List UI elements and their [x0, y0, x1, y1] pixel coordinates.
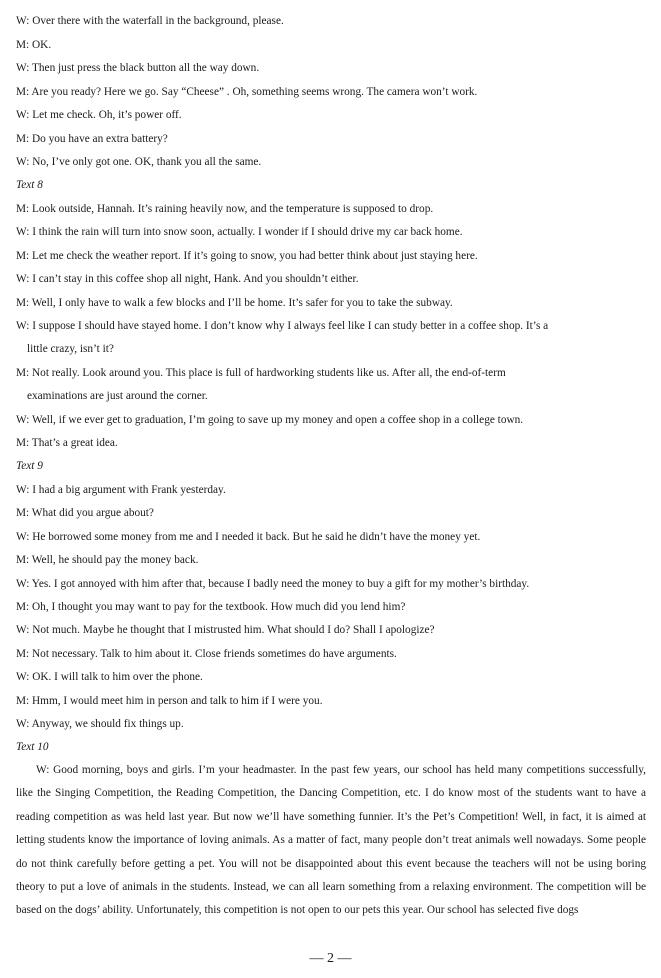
dialogue-line: W: I suppose I should have stayed home. I don’t know why I always feel like I can study better in a coffee shop. It’s a: [16, 320, 549, 332]
dialogue-line: W: Yes. I got annoyed with him after that, because I badly need the money to buy a gift for my mother’s birthday.: [16, 578, 530, 590]
dialogue-line: W: He borrowed some money from me and I needed it back. But he said he didn’t have the money yet.: [16, 531, 481, 543]
dialogue-line: W: I can’t stay in this coffee shop all night, Hank. And you shouldn’t either.: [16, 273, 359, 285]
dialogue-line-continued: examinations are just around the corner.: [27, 390, 208, 402]
dialogue-line: M: Are you ready? Here we go. Say “Cheese” . Oh, something seems wrong. The camera won’t work.: [16, 86, 478, 98]
dialogue-line: W: Then just press the black button all the way down.: [16, 62, 260, 74]
dialogue-line: W: I think the rain will turn into snow soon, actually. I wonder if I should drive my car back home.: [16, 226, 463, 238]
dialogue-line: M: Let me check the weather report. If it’s going to snow, you had better think about just staying here.: [16, 250, 478, 262]
dialogue-line: M: What did you argue about?: [16, 507, 154, 519]
section-heading-text-10: Text 10: [16, 741, 49, 753]
dialogue-line-continued: little crazy, isn’t it?: [27, 343, 114, 355]
page-number: — 2 —: [309, 951, 352, 966]
dialogue-line: W: I had a big argument with Frank yesterday.: [16, 484, 226, 496]
dialogue-line: W: Let me check. Oh, it’s power off.: [16, 109, 182, 121]
dialogue-line: M: Well, he should pay the money back.: [16, 554, 199, 566]
dialogue-line: W: Over there with the waterfall in the background, please.: [16, 15, 284, 27]
dialogue-line: M: Oh, I thought you may want to pay for the textbook. How much did you lend him?: [16, 601, 406, 613]
section-heading-text-8: Text 8: [16, 179, 43, 191]
dialogue-line: M: Well, I only have to walk a few blocks and I’ll be home. It’s safer for you to take the subway.: [16, 297, 453, 309]
dialogue-line: W: OK. I will talk to him over the phone.: [16, 671, 203, 683]
dialogue-line: M: OK.: [16, 39, 52, 51]
dialogue-line: M: Do you have an extra battery?: [16, 133, 168, 145]
dialogue-line: W: No, I’ve only got one. OK, thank you all the same.: [16, 156, 262, 168]
dialogue-line: M: Look outside, Hannah. It’s raining heavily now, and the temperature is supposed to drop.: [16, 203, 434, 215]
dialogue-line: M: Not necessary. Talk to him about it. Close friends sometimes do have arguments.: [16, 648, 397, 660]
dialogue-line: M: That’s a great idea.: [16, 437, 118, 449]
monologue-paragraph: W: Good morning, boys and girls. I’m your headmaster. In the past few years, our school has held many competitions successfully, like the Singing Competition, the Reading Competition, the Dancing Competition, etc. I do know most of the students want to have a reading competition as was held last year. But now we’ll have something funnier. It’s the Pet’s Competition! Well, in fact, it is aimed at letting students know the importance of loving animals. As a matter of fact, many people don’t treat animals well nowadays. Some people do not think carefully before getting a pet. You will not be disappointed about this event because the teachers will not be using boring theory to put a love of animals in the students. Instead, we can all learn something from a relaxing environment. The competition will be based on the dogs’ ability. Unfortunately, this competition is not open to our pets this year. Our school has selected five dogs: [16, 764, 646, 917]
dialogue-line: M: Not really. Look around you. This place is full of hardworking students like us. After all, the end-of-term: [16, 367, 506, 379]
dialogue-line: W: Well, if we ever get to graduation, I’m going to save up my money and open a coffee shop in a college town.: [16, 414, 524, 426]
dialogue-line: M: Hmm, I would meet him in person and talk to him if I were you.: [16, 695, 323, 707]
section-heading-text-9: Text 9: [16, 460, 43, 472]
dialogue-line: W: Not much. Maybe he thought that I mistrusted him. What should I do? Shall I apologize?: [16, 624, 435, 636]
dialogue-line: W: Anyway, we should fix things up.: [16, 718, 184, 730]
